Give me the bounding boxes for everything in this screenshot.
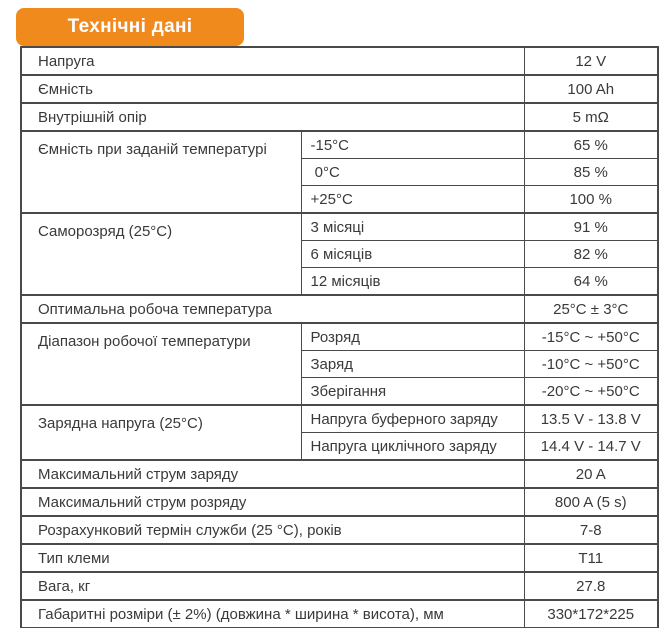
spec-sub-cell: Напруга циклічного заряду bbox=[301, 433, 524, 461]
spec-value-cell: 100 % bbox=[524, 186, 658, 214]
spec-value-cell: 20 A bbox=[524, 460, 658, 488]
spec-value-cell: 85 % bbox=[524, 159, 658, 186]
spec-label-cell: Оптимальна робоча температура bbox=[21, 295, 524, 323]
table-row bbox=[21, 47, 658, 75]
spec-table bbox=[20, 46, 659, 628]
spec-value-cell: 5 mΩ bbox=[524, 103, 658, 131]
spec-label-cell: Зарядна напруга (25°C) bbox=[21, 405, 301, 460]
section-title-badge bbox=[16, 8, 244, 46]
spec-sub-cell: +25°C bbox=[301, 186, 524, 214]
spec-sub-cell: -15°C bbox=[301, 131, 524, 159]
spec-value-cell: -10°C ~ +50°C bbox=[524, 351, 658, 378]
spec-label-cell: Вага, кг bbox=[21, 572, 524, 600]
table-row bbox=[21, 131, 658, 159]
spec-value-cell: 65 % bbox=[524, 131, 658, 159]
spec-value-cell: 330*172*225 bbox=[524, 600, 658, 628]
spec-label-cell: Саморозряд (25°C) bbox=[21, 213, 301, 295]
spec-label-cell: Максимальний струм розряду bbox=[21, 488, 524, 516]
table-row bbox=[21, 544, 658, 572]
spec-value-cell: 27.8 bbox=[524, 572, 658, 600]
table-row bbox=[21, 600, 658, 628]
spec-label-cell: Внутрішній опір bbox=[21, 103, 524, 131]
spec-value-cell: 64 % bbox=[524, 268, 658, 296]
spec-label-cell: Тип клеми bbox=[21, 544, 524, 572]
spec-sub-cell: Зберігання bbox=[301, 378, 524, 406]
spec-sub-cell: Заряд bbox=[301, 351, 524, 378]
spec-label-cell: Максимальний струм заряду bbox=[21, 460, 524, 488]
spec-sub-cell: 6 місяців bbox=[301, 241, 524, 268]
section-title: Технічні дані bbox=[67, 16, 193, 37]
spec-sub-cell: 0°C bbox=[301, 159, 524, 186]
spec-label-cell: Ємність bbox=[21, 75, 524, 103]
table-row bbox=[21, 460, 658, 488]
spec-value-cell: -20°C ~ +50°C bbox=[524, 378, 658, 406]
spec-value-cell: 91 % bbox=[524, 213, 658, 241]
spec-value-cell: 100 Ah bbox=[524, 75, 658, 103]
table-row bbox=[21, 75, 658, 103]
spec-sub-cell: Напруга буферного заряду bbox=[301, 405, 524, 433]
spec-label-cell: Розрахунковий термін служби (25 °C), років bbox=[21, 516, 524, 544]
spec-value-cell: 14.4 V - 14.7 V bbox=[524, 433, 658, 461]
spec-value-cell: T11 bbox=[524, 544, 658, 572]
table-row bbox=[21, 572, 658, 600]
table-row bbox=[21, 516, 658, 544]
table-row bbox=[21, 405, 658, 433]
spec-value-cell: 800 A (5 s) bbox=[524, 488, 658, 516]
spec-label-cell: Габаритні розміри (± 2%) (довжина * ширина * висота), мм bbox=[21, 600, 524, 628]
table-row bbox=[21, 323, 658, 351]
spec-value-cell: 25°C ± 3°C bbox=[524, 295, 658, 323]
table-row bbox=[21, 295, 658, 323]
spec-value-cell: 7-8 bbox=[524, 516, 658, 544]
spec-sub-cell: 12 місяців bbox=[301, 268, 524, 296]
table-row bbox=[21, 103, 658, 131]
spec-label-cell: Напруга bbox=[21, 47, 524, 75]
spec-value-cell: -15°C ~ +50°C bbox=[524, 323, 658, 351]
table-row bbox=[21, 213, 658, 241]
spec-label-cell: Ємність при заданій температурі bbox=[21, 131, 301, 213]
spec-value-cell: 12 V bbox=[524, 47, 658, 75]
spec-sub-cell: Розряд bbox=[301, 323, 524, 351]
spec-value-cell: 13.5 V - 13.8 V bbox=[524, 405, 658, 433]
spec-sub-cell: 3 місяці bbox=[301, 213, 524, 241]
spec-label-cell: Діапазон робочої температури bbox=[21, 323, 301, 405]
table-row bbox=[21, 488, 658, 516]
spec-value-cell: 82 % bbox=[524, 241, 658, 268]
